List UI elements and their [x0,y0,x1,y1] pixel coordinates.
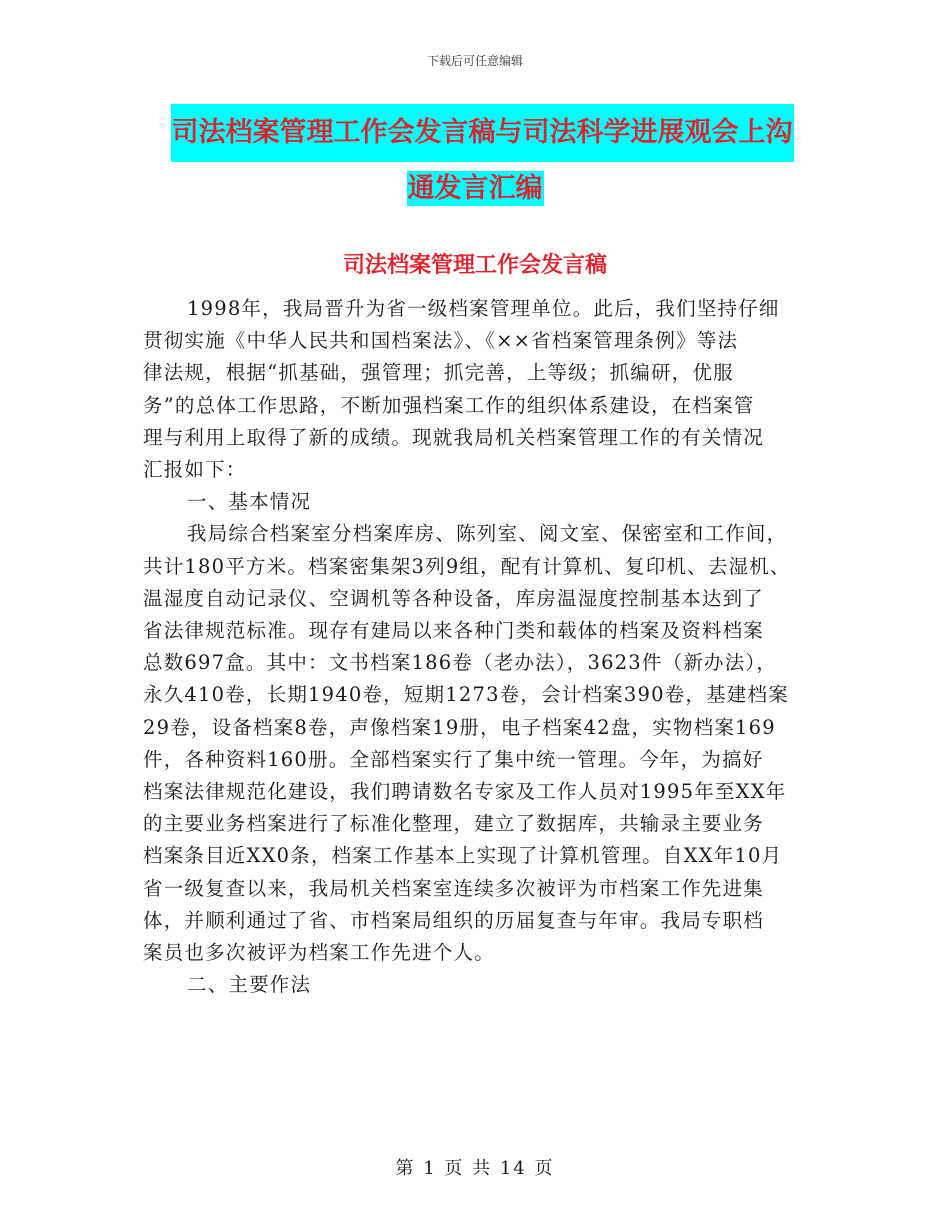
body-line: 1998年，我局晋升为省一级档案管理单位。此后，我们坚持仔细 [187,297,780,320]
heading-basic-situation: 一、基本情况 [187,490,312,514]
body-line: 档案法律规范化建设，我们聘请数名专家及工作人员对1995年至XX年 [143,780,787,804]
body-line: 律法规，根据“抓基础，强管理；抓完善，上等级；抓编研，优服 [143,361,734,385]
body-line: 档案条目近XX0条，档案工作基本上实现了计算机管理。自XX年10月 [143,844,783,868]
body-line: 汇报如下： [143,458,247,482]
page-footer: 第 1 页 共 14 页 [395,1158,555,1179]
heading-main-practices: 二、主要作法 [187,973,312,997]
document-title [0,104,950,216]
body-line: 的主要业务档案进行了标准化整理，建立了数据库，共输录主要业务 [143,812,765,836]
body-line: 温湿度自动记录仪、空调机等各种设备，库房温湿度控制基本达到了 [143,586,765,610]
body-line: 案员也多次被评为档案工作先进个人。 [143,941,495,965]
body-line: 省一级复查以来，我局机关档案室连续多次被评为市档案工作先进集 [143,876,765,900]
section-title: 司法档案管理工作会发言稿 [342,253,607,278]
title-line-1: 司法档案管理工作会发言稿与司法科学进展观会上沟 [171,104,794,162]
body-line: 省法律规范标准。现存有建局以来各种门类和载体的档案及资料档案 [143,619,765,643]
body-line: 理与利用上取得了新的成绩。现就我局机关档案管理工作的有关情况 [143,425,765,449]
body-line: 体，并顺利通过了省、市档案局组织的历届复查与年审。我局专职档 [143,908,765,932]
body-line: 总数697盒。其中：文书档案186卷（老办法），3623件（新办法）， [143,651,778,675]
body-text [143,293,823,1001]
body-line: 务”的总体工作思路，不断加强档案工作的组织体系建设，在档案管 [143,393,755,417]
title-line-2: 通发言汇编 [407,173,543,204]
header-note: 下载后可任意编辑 [426,54,523,68]
body-line: 永久410卷，长期1940卷，短期1273卷，会计档案390卷，基建档案 [143,683,789,707]
body-line: 我局综合档案室分档案库房、陈列室、阅文室、保密室和工作间， [187,522,788,546]
body-line: 贯彻实施《中华人民共和国档案法》、《××省档案管理条例》等法 [143,329,739,353]
body-line: 件，各种资料160册。全部档案实行了集中统一管理。今年，为搞好 [143,747,764,771]
body-line: 29卷，设备档案8卷，声像档案19册，电子档案42盘，实物档案169 [143,715,776,739]
body-line: 共计180平方米。档案密集架3列9组，配有计算机、复印机、去湿机、 [143,554,791,578]
